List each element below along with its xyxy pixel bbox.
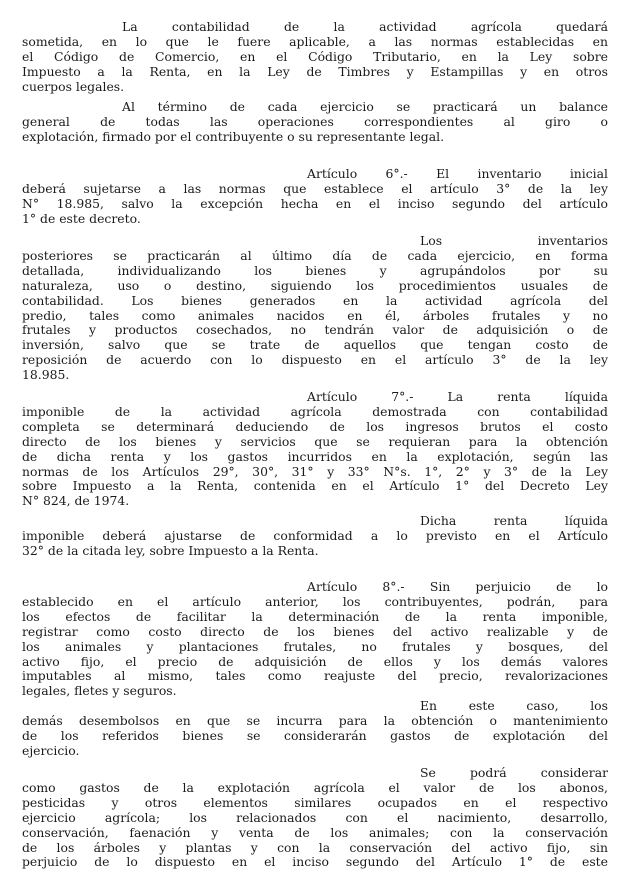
paragraph-6 (22, 514, 608, 559)
text-line: activo fijo, el precio de adquisición de ellos y los demás valores (22, 654, 608, 669)
paragraph-4 (22, 234, 608, 383)
paragraph-5 (22, 390, 608, 509)
text-line: de los referidos bienes se considerarán gastos de explotación del (22, 728, 608, 743)
text-line: explotación, firmado por el contribuyente o su representante legal. (22, 129, 445, 144)
text-line: pesticidas y otros elementos similares ocupados en el respectivo (22, 795, 608, 810)
text-line: los efectos de facilitar la determinación de la renta imponible, (22, 609, 608, 624)
text-line: legales, fletes y seguros. (22, 684, 177, 699)
text-line: imponible de la actividad agrícola demostrada con contabilidad (22, 404, 608, 419)
text-line: cuerpos legales. (22, 79, 125, 94)
text-line: de dicha renta y los gastos incurridos en la explotación, según las (22, 449, 608, 464)
text-line: directo de los bienes y servicios que se requieran para la obtención (22, 434, 608, 449)
paragraph-8 (22, 699, 608, 759)
text-line: Se podrá considerar (420, 766, 608, 780)
paragraph-3 (22, 167, 608, 227)
text-line: Los inventarios (420, 234, 608, 248)
text-line: Al término de cada ejercicio se practicará un balance (122, 100, 608, 114)
text-line: conservación, faenación y venta de los animales; con la conservación (22, 825, 608, 840)
text-line: reposición de acuerdo con lo dispuesto en el artículo 3° de la ley (22, 353, 608, 368)
text-line: demás desembolsos en que se incurra para la obtención o mantenimiento (22, 713, 608, 728)
text-line: general de todas las operaciones correspondientes al giro o (22, 114, 608, 129)
text-line: Artículo 8°.- Sin perjuicio de lo (307, 580, 608, 594)
text-line: como gastos de la explotación agrícola el valor de los abonos, (22, 780, 608, 795)
text-line: inversión, salvo que se trate de aquellos que tengan costo de (22, 338, 608, 353)
text-line: posteriores se practicarán al último día de cada ejercicio, en forma (22, 248, 608, 263)
text-line: imputables al mismo, tales como reajuste del precio, revalorizaciones (22, 669, 608, 684)
text-line: establecido en el artículo anterior, los contribuyentes, podrán, para (22, 594, 608, 609)
text-line: ejercicio agrícola; los relacionados con el nacimiento, desarrollo, (22, 810, 608, 825)
text-line: sometida, en lo que le fuere aplicable, a las normas establecidas en (22, 34, 608, 49)
text-line: Artículo 6°.- El inventario inicial (307, 167, 608, 181)
text-line: los animales y plantaciones frutales, no frutales y bosques, del (22, 639, 608, 654)
text-line: 18.985. (22, 368, 70, 383)
text-line: detallada, individualizando los bienes y agrupándolos por su (22, 263, 608, 278)
text-line: Dicha renta líquida (420, 514, 608, 528)
text-line: imponible deberá ajustarse de conformidad a lo previsto en el Artículo (22, 528, 608, 543)
text-line: 1° de este decreto. (22, 211, 141, 226)
text-line: contabilidad. Los bienes generados en la actividad agrícola del (22, 293, 608, 308)
text-line: sobre Impuesto a la Renta, contenida en el Artículo 1° del Decreto Ley (22, 479, 608, 494)
text-line: Impuesto a la Renta, en la Ley de Timbres y Estampillas y en otros (22, 64, 608, 79)
text-line: 32° de la citada ley, sobre Impuesto a la Renta. (22, 543, 319, 558)
text-line: el Código de Comercio, en el Código Tributario, en la Ley sobre (22, 49, 608, 64)
text-line: completa se determinará deduciendo de los ingresos brutos el costo (22, 419, 608, 434)
paragraph-1 (22, 20, 608, 95)
paragraph-2 (22, 100, 608, 145)
text-line: ejercicio. (22, 743, 80, 758)
text-line: normas de los Artículos 29°, 30°, 31° y 33° N°s. 1°, 2° y 3° de la Ley (22, 464, 608, 479)
text-line: En este caso, los (420, 699, 608, 713)
text-line: Artículo 7°.- La renta líquida (307, 390, 608, 404)
paragraph-9 (22, 766, 608, 870)
text-line: deberá sujetarse a las normas que establece el artículo 3° de la ley (22, 181, 608, 196)
text-line: registrar como costo directo de los bienes del activo realizable y de (22, 624, 608, 639)
text-line: de los árboles y plantas y con la conservación del activo fijo, sin (22, 840, 608, 855)
text-line: La contabilidad de la actividad agrícola quedará (122, 20, 608, 34)
paragraph-7 (22, 580, 608, 699)
text-line: naturaleza, uso o destino, siguiendo los procedimientos usuales de (22, 278, 608, 293)
text-line: perjuicio de lo dispuesto en el inciso segundo del Artículo 1° de este (22, 855, 608, 870)
text-line: N° 18.985, salvo la excepción hecha en el inciso segundo del artículo (22, 196, 608, 211)
text-line: frutales y productos cosechados, no tendrán valor de adquisición o de (22, 323, 608, 338)
text-line: N° 824, de 1974. (22, 494, 130, 509)
text-line: predio, tales como animales nacidos en él, árboles frutales y no (22, 308, 608, 323)
